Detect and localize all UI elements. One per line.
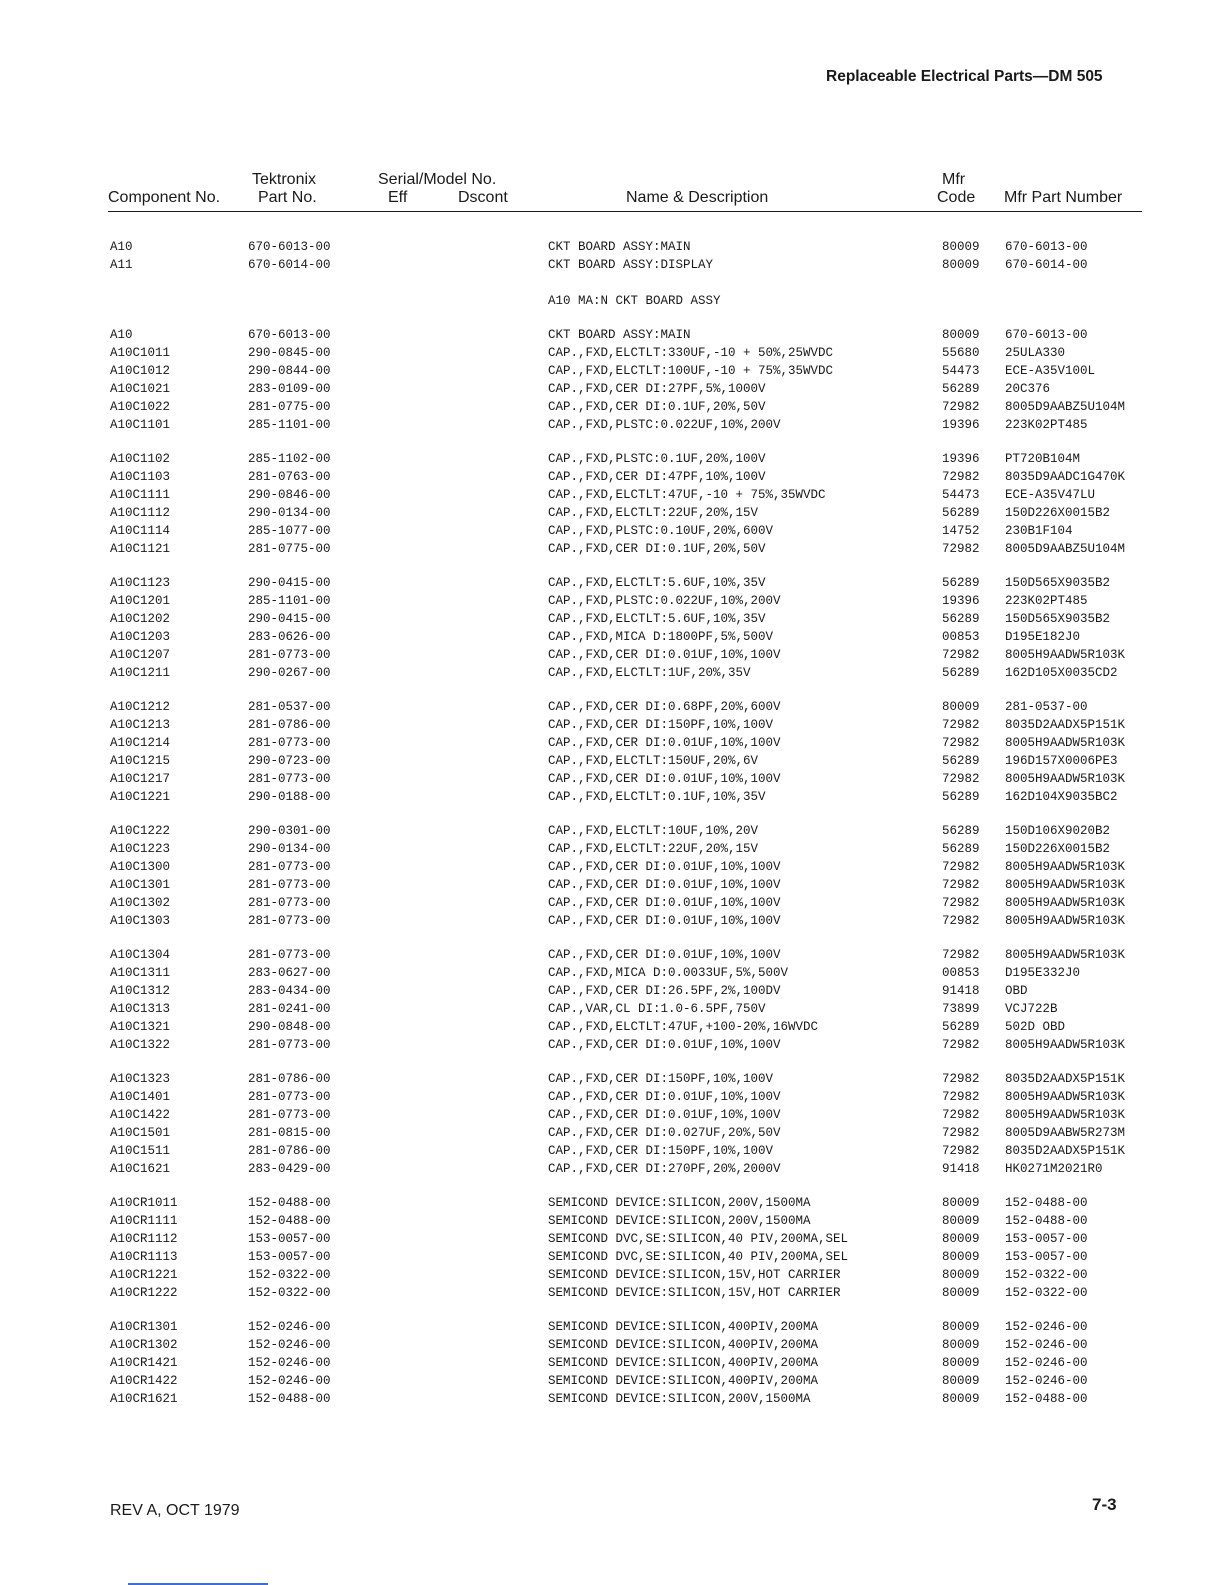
mfr-code: 14752	[942, 524, 980, 538]
tektronix-part-no: 281-0773-00	[248, 896, 331, 910]
component-no: A10C1123	[110, 576, 171, 590]
name-description: CAP.,FXD,ELCTLT:47UF,+100-20%,16WVDC	[548, 1020, 819, 1034]
name-description: CAP.,FXD,CER DI:150PF,10%,100V	[548, 718, 774, 732]
mfr-part-number: D195E182J0	[1005, 630, 1081, 644]
component-no: A10	[110, 240, 133, 254]
tektronix-part-no: 152-0322-00	[248, 1268, 331, 1282]
name-description: CAP.,FXD,ELCTLT:150UF,20%,6V	[548, 754, 759, 768]
component-no: A10CR1111	[110, 1214, 178, 1228]
mfr-part-number: 8035D9AADC1G470K	[1005, 470, 1126, 484]
tektronix-part-no: 290-0723-00	[248, 754, 331, 768]
mfr-part-number: 8005H9AADW5R103K	[1005, 772, 1126, 786]
name-description: CAP.,FXD,ELCTLT:330UF,-10 + 50%,25WVDC	[548, 346, 834, 360]
tektronix-part-no: 281-0763-00	[248, 470, 331, 484]
col-serial-model: Serial/Model No.	[378, 171, 497, 188]
mfr-code: 80009	[942, 240, 980, 254]
tektronix-part-no: 281-0773-00	[248, 948, 331, 962]
mfr-part-number: 8005H9AADW5R103K	[1005, 878, 1126, 892]
mfr-part-number: 670-6013-00	[1005, 240, 1088, 254]
mfr-code: 72982	[942, 860, 980, 874]
tektronix-part-no: 290-0134-00	[248, 506, 331, 520]
mfr-code: 72982	[942, 1090, 980, 1104]
component-no: A10C1422	[110, 1108, 171, 1122]
name-description: CAP.,FXD,ELCTLT:0.1UF,10%,35V	[548, 790, 766, 804]
mfr-code: 72982	[942, 736, 980, 750]
mfr-code: 80009	[942, 1250, 980, 1264]
component-no: A10C1011	[110, 346, 171, 360]
tektronix-part-no: 281-0773-00	[248, 860, 331, 874]
mfr-part-number: 8005H9AADW5R103K	[1005, 1090, 1126, 1104]
mfr-part-number: OBD	[1005, 984, 1028, 998]
mfr-code: 72982	[942, 470, 980, 484]
tektronix-part-no: 285-1077-00	[248, 524, 331, 538]
mfr-code: 80009	[942, 1320, 980, 1334]
tektronix-part-no: 281-0786-00	[248, 1072, 331, 1086]
mfr-code: 72982	[942, 1126, 980, 1140]
mfr-part-number: 223K02PT485	[1005, 594, 1088, 608]
tektronix-part-no: 281-0815-00	[248, 1126, 331, 1140]
mfr-part-number: 8035D2AADX5P151K	[1005, 1144, 1126, 1158]
tektronix-part-no: 290-0188-00	[248, 790, 331, 804]
tektronix-part-no: 283-0627-00	[248, 966, 331, 980]
tektronix-part-no: 281-0786-00	[248, 1144, 331, 1158]
mfr-part-number: 152-0488-00	[1005, 1214, 1088, 1228]
mfr-part-number: 670-6013-00	[1005, 328, 1088, 342]
component-no: A10C1102	[110, 452, 171, 466]
mfr-part-number: PT720B104M	[1005, 452, 1081, 466]
col-mfr-code: Code	[937, 189, 976, 206]
name-description: SEMICOND DEVICE:SILICON,15V,HOT CARRIER	[548, 1286, 841, 1300]
name-description: SEMICOND DEVICE:SILICON,15V,HOT CARRIER	[548, 1268, 841, 1282]
name-description: SEMICOND DVC,SE:SILICON,40 PIV,200MA,SEL	[548, 1232, 849, 1246]
mfr-code: 54473	[942, 488, 980, 502]
name-description: CAP.,FXD,PLSTC:0.10UF,20%,600V	[548, 524, 774, 538]
component-no: A10C1207	[110, 648, 171, 662]
component-no: A10C1323	[110, 1072, 171, 1086]
col-part-no: Part No.	[258, 189, 317, 206]
component-no: A10CR1011	[110, 1196, 178, 1210]
col-mfr-part-number: Mfr Part Number	[1004, 189, 1123, 206]
mfr-part-number: 152-0246-00	[1005, 1356, 1088, 1370]
mfr-code: 72982	[942, 896, 980, 910]
tektronix-part-no: 290-0846-00	[248, 488, 331, 502]
mfr-part-number: ECE-A35V47LU	[1005, 488, 1096, 502]
mfr-part-number: ECE-A35V100L	[1005, 364, 1096, 378]
name-description: CAP.,FXD,ELCTLT:5.6UF,10%,35V	[548, 612, 766, 626]
tektronix-part-no: 281-0773-00	[248, 1038, 331, 1052]
component-no: A10C1222	[110, 824, 171, 838]
tektronix-part-no: 281-0773-00	[248, 772, 331, 786]
mfr-code: 56289	[942, 576, 980, 590]
component-no: A10CR1302	[110, 1338, 178, 1352]
component-no: A10	[110, 328, 133, 342]
tektronix-part-no: 670-6014-00	[248, 258, 331, 272]
tektronix-part-no: 153-0057-00	[248, 1250, 331, 1264]
tektronix-part-no: 152-0322-00	[248, 1286, 331, 1300]
name-description: SEMICOND DEVICE:SILICON,400PIV,200MA	[548, 1356, 819, 1370]
name-description: SEMICOND DEVICE:SILICON,400PIV,200MA	[548, 1320, 819, 1334]
tektronix-part-no: 290-0134-00	[248, 842, 331, 856]
mfr-part-number: 8005H9AADW5R103K	[1005, 1038, 1126, 1052]
name-description: CAP.,FXD,ELCTLT:47UF,-10 + 75%,35WVDC	[548, 488, 826, 502]
component-no: A10C1111	[110, 488, 171, 502]
mfr-code: 80009	[942, 1268, 980, 1282]
component-no: A10C1217	[110, 772, 171, 786]
name-description: CAP.,FXD,ELCTLT:22UF,20%,15V	[548, 842, 759, 856]
page-header-title: Replaceable Electrical Parts—DM 505	[826, 68, 1103, 85]
name-description: SEMICOND DEVICE:SILICON,200V,1500MA	[548, 1196, 811, 1210]
component-no: A10C1321	[110, 1020, 171, 1034]
mfr-code: 19396	[942, 594, 980, 608]
name-description: CAP.,FXD,CER DI:0.68PF,20%,600V	[548, 700, 781, 714]
component-no: A10C1221	[110, 790, 171, 804]
mfr-code: 55680	[942, 346, 980, 360]
tektronix-part-no: 283-0109-00	[248, 382, 331, 396]
mfr-part-number: 153-0057-00	[1005, 1250, 1088, 1264]
name-description: CAP.,FXD,MICA D:0.0033UF,5%,500V	[548, 966, 789, 980]
col-tektronix: Tektronix	[252, 171, 317, 188]
name-description: CAP.,FXD,CER DI:0.01UF,10%,100V	[548, 948, 781, 962]
tektronix-part-no: 290-0844-00	[248, 364, 331, 378]
name-description: CAP.,FXD,CER DI:0.01UF,10%,100V	[548, 878, 781, 892]
tektronix-part-no: 285-1101-00	[248, 418, 331, 432]
tektronix-part-no: 281-0773-00	[248, 1090, 331, 1104]
mfr-code: 72982	[942, 1108, 980, 1122]
mfr-part-number: 152-0488-00	[1005, 1196, 1088, 1210]
component-no: A10C1021	[110, 382, 171, 396]
mfr-part-number: 196D157X0006PE3	[1005, 754, 1118, 768]
tektronix-part-no: 152-0488-00	[248, 1214, 331, 1228]
tektronix-part-no: 670-6013-00	[248, 240, 331, 254]
name-description: CAP.,FXD,ELCTLT:1UF,20%,35V	[548, 666, 751, 680]
component-no: A10C1301	[110, 878, 171, 892]
name-description: CAP.,VAR,CL DI:1.0-6.5PF,750V	[548, 1002, 766, 1016]
name-description: CAP.,FXD,CER DI:0.01UF,10%,100V	[548, 1108, 781, 1122]
mfr-part-number: 8005H9AADW5R103K	[1005, 914, 1126, 928]
tektronix-part-no: 152-0246-00	[248, 1374, 331, 1388]
name-description: CAP.,FXD,CER DI:0.01UF,10%,100V	[548, 772, 781, 786]
mfr-code: 72982	[942, 718, 980, 732]
component-no: A10C1213	[110, 718, 171, 732]
name-description: CAP.,FXD,CER DI:0.027UF,20%,50V	[548, 1126, 781, 1140]
mfr-part-number: 152-0322-00	[1005, 1286, 1088, 1300]
mfr-code: 80009	[942, 1374, 980, 1388]
mfr-code: 19396	[942, 452, 980, 466]
component-no: A10C1012	[110, 364, 171, 378]
mfr-code: 80009	[942, 1196, 980, 1210]
mfr-part-number: 8005D9AABZ5U104M	[1005, 400, 1126, 414]
tektronix-part-no: 281-0773-00	[248, 648, 331, 662]
name-description: CKT BOARD ASSY:DISPLAY	[548, 258, 714, 272]
mfr-part-number: 8005H9AADW5R103K	[1005, 1108, 1126, 1122]
mfr-code: 72982	[942, 914, 980, 928]
component-no: A10C1302	[110, 896, 171, 910]
tektronix-part-no: 152-0488-00	[248, 1196, 331, 1210]
component-no: A10CR1301	[110, 1320, 178, 1334]
component-no: A10C1121	[110, 542, 171, 556]
tektronix-part-no: 281-0773-00	[248, 914, 331, 928]
tektronix-part-no: 283-0434-00	[248, 984, 331, 998]
component-no: A10C1223	[110, 842, 171, 856]
name-description: CAP.,FXD,CER DI:0.01UF,10%,100V	[548, 648, 781, 662]
mfr-code: 56289	[942, 842, 980, 856]
component-no: A10C1114	[110, 524, 171, 538]
mfr-code: 56289	[942, 824, 980, 838]
name-description: CAP.,FXD,CER DI:0.01UF,10%,100V	[548, 1038, 781, 1052]
component-no: A10C1212	[110, 700, 171, 714]
tektronix-part-no: 281-0241-00	[248, 1002, 331, 1016]
mfr-part-number: 152-0246-00	[1005, 1374, 1088, 1388]
component-no: A10C1501	[110, 1126, 171, 1140]
component-no: A10CR1621	[110, 1392, 178, 1406]
name-description: CAP.,FXD,PLSTC:0.022UF,10%,200V	[548, 594, 781, 608]
header-rule	[108, 211, 1142, 212]
mfr-part-number: 8035D2AADX5P151K	[1005, 718, 1126, 732]
name-description: CAP.,FXD,CER DI:0.1UF,20%,50V	[548, 400, 766, 414]
mfr-code: 80009	[942, 1214, 980, 1228]
mfr-part-number: 152-0246-00	[1005, 1338, 1088, 1352]
mfr-code: 72982	[942, 400, 980, 414]
mfr-part-number: 152-0246-00	[1005, 1320, 1088, 1334]
mfr-code: 91418	[942, 1162, 980, 1176]
name-description: CAP.,FXD,PLSTC:0.1UF,20%,100V	[548, 452, 766, 466]
mfr-part-number: 150D565X9035B2	[1005, 612, 1111, 626]
tektronix-part-no: 152-0246-00	[248, 1356, 331, 1370]
mfr-code: 72982	[942, 1038, 980, 1052]
name-description: CAP.,FXD,MICA D:1800PF,5%,500V	[548, 630, 774, 644]
tektronix-part-no: 290-0845-00	[248, 346, 331, 360]
mfr-part-number: 150D226X0015B2	[1005, 842, 1111, 856]
mfr-part-number: 153-0057-00	[1005, 1232, 1088, 1246]
tektronix-part-no: 281-0773-00	[248, 878, 331, 892]
mfr-part-number: 8005D9AABZ5U104M	[1005, 542, 1126, 556]
tektronix-part-no: 283-0626-00	[248, 630, 331, 644]
name-description: SEMICOND DEVICE:SILICON,200V,1500MA	[548, 1392, 811, 1406]
mfr-part-number: 152-0322-00	[1005, 1268, 1088, 1282]
tektronix-part-no: 283-0429-00	[248, 1162, 331, 1176]
mfr-part-number: VCJ722B	[1005, 1002, 1058, 1016]
mfr-code: 00853	[942, 630, 980, 644]
tektronix-part-no: 290-0267-00	[248, 666, 331, 680]
component-no: A10CR1113	[110, 1250, 178, 1264]
tektronix-part-no: 285-1101-00	[248, 594, 331, 608]
component-no: A10C1203	[110, 630, 171, 644]
mfr-part-number: 25ULA330	[1005, 346, 1066, 360]
col-name-description: Name & Description	[626, 189, 769, 206]
mfr-code: 80009	[942, 258, 980, 272]
component-no: A10C1303	[110, 914, 171, 928]
name-description: CAP.,FXD,CER DI:0.01UF,10%,100V	[548, 914, 781, 928]
tektronix-part-no: 152-0488-00	[248, 1392, 331, 1406]
mfr-code: 56289	[942, 754, 980, 768]
name-description: CAP.,FXD,PLSTC:0.022UF,10%,200V	[548, 418, 781, 432]
component-no: A10C1202	[110, 612, 171, 626]
mfr-part-number: 20C376	[1005, 382, 1051, 396]
mfr-part-number: 8005H9AADW5R103K	[1005, 860, 1126, 874]
mfr-part-number: 230B1F104	[1005, 524, 1073, 538]
mfr-part-number: 670-6014-00	[1005, 258, 1088, 272]
col-eff: Eff	[388, 189, 408, 206]
section-title: A10 MA:N CKT BOARD ASSY	[548, 294, 721, 308]
component-no: A10C1214	[110, 736, 171, 750]
mfr-part-number: 281-0537-00	[1005, 700, 1088, 714]
tektronix-part-no: 290-0415-00	[248, 576, 331, 590]
tektronix-part-no: 281-0775-00	[248, 542, 331, 556]
name-description: SEMICOND DEVICE:SILICON,400PIV,200MA	[548, 1374, 819, 1388]
mfr-code: 72982	[942, 1144, 980, 1158]
col-mfr: Mfr	[942, 171, 966, 188]
name-description: CAP.,FXD,CER DI:270PF,20%,2000V	[548, 1162, 781, 1176]
tektronix-part-no: 281-0786-00	[248, 718, 331, 732]
mfr-code: 73899	[942, 1002, 980, 1016]
tektronix-part-no: 290-0301-00	[248, 824, 331, 838]
component-no: A10C1312	[110, 984, 171, 998]
mfr-part-number: 502D OBD	[1005, 1020, 1066, 1034]
mfr-part-number: 8005H9AADW5R103K	[1005, 736, 1126, 750]
component-no: A10CR1222	[110, 1286, 178, 1300]
component-no: A10C1401	[110, 1090, 171, 1104]
tektronix-part-no: 152-0246-00	[248, 1338, 331, 1352]
name-description: CAP.,FXD,CER DI:0.01UF,10%,100V	[548, 860, 781, 874]
page-number: 7-3	[1092, 1495, 1117, 1514]
mfr-code: 80009	[942, 1338, 980, 1352]
mfr-part-number: 8035D2AADX5P151K	[1005, 1072, 1126, 1086]
mfr-code: 80009	[942, 1392, 980, 1406]
name-description: CAP.,FXD,ELCTLT:5.6UF,10%,35V	[548, 576, 766, 590]
mfr-code: 56289	[942, 612, 980, 626]
name-description: SEMICOND DEVICE:SILICON,400PIV,200MA	[548, 1338, 819, 1352]
component-no: A10C1022	[110, 400, 171, 414]
tektronix-part-no: 281-0773-00	[248, 736, 331, 750]
mfr-part-number: D195E332J0	[1005, 966, 1081, 980]
component-no: A10C1511	[110, 1144, 171, 1158]
mfr-code: 56289	[942, 666, 980, 680]
mfr-part-number: 8005D9AABW5R273M	[1005, 1126, 1126, 1140]
component-no: A10CR1221	[110, 1268, 178, 1282]
component-no: A10C1304	[110, 948, 171, 962]
component-no: A10C1112	[110, 506, 171, 520]
component-no: A10C1300	[110, 860, 171, 874]
component-no: A10C1215	[110, 754, 171, 768]
name-description: CAP.,FXD,CER DI:47PF,10%,100V	[548, 470, 766, 484]
tektronix-part-no: 285-1102-00	[248, 452, 331, 466]
tektronix-part-no: 281-0537-00	[248, 700, 331, 714]
mfr-code: 56289	[942, 506, 980, 520]
component-no: A10CR1421	[110, 1356, 178, 1370]
component-no: A11	[110, 258, 133, 272]
component-no: A10CR1422	[110, 1374, 178, 1388]
mfr-code: 80009	[942, 700, 980, 714]
mfr-part-number: 223K02PT485	[1005, 418, 1088, 432]
component-no: A10C1103	[110, 470, 171, 484]
name-description: SEMICOND DVC,SE:SILICON,40 PIV,200MA,SEL	[548, 1250, 849, 1264]
mfr-code: 72982	[942, 1072, 980, 1086]
component-no: A10C1322	[110, 1038, 171, 1052]
name-description: SEMICOND DEVICE:SILICON,200V,1500MA	[548, 1214, 811, 1228]
component-no: A10C1621	[110, 1162, 171, 1176]
mfr-code: 72982	[942, 542, 980, 556]
mfr-code: 19396	[942, 418, 980, 432]
name-description: CAP.,FXD,CER DI:0.01UF,10%,100V	[548, 896, 781, 910]
name-description: CAP.,FXD,CER DI:0.1UF,20%,50V	[548, 542, 766, 556]
mfr-code: 80009	[942, 1356, 980, 1370]
name-description: CAP.,FXD,CER DI:150PF,10%,100V	[548, 1072, 774, 1086]
col-dscont: Dscont	[458, 189, 508, 206]
name-description: CAP.,FXD,ELCTLT:22UF,20%,15V	[548, 506, 759, 520]
tektronix-part-no: 281-0775-00	[248, 400, 331, 414]
mfr-code: 72982	[942, 878, 980, 892]
mfr-code: 54473	[942, 364, 980, 378]
mfr-code: 80009	[942, 328, 980, 342]
component-no: A10C1313	[110, 1002, 171, 1016]
tektronix-part-no: 290-0415-00	[248, 612, 331, 626]
name-description: CAP.,FXD,CER DI:150PF,10%,100V	[548, 1144, 774, 1158]
mfr-part-number: 8005H9AADW5R103K	[1005, 948, 1126, 962]
tektronix-part-no: 670-6013-00	[248, 328, 331, 342]
name-description: CAP.,FXD,CER DI:26.5PF,2%,100DV	[548, 984, 781, 998]
mfr-part-number: 162D105X0035CD2	[1005, 666, 1118, 680]
tektronix-part-no: 152-0246-00	[248, 1320, 331, 1334]
mfr-part-number: 8005H9AADW5R103K	[1005, 648, 1126, 662]
tektronix-part-no: 153-0057-00	[248, 1232, 331, 1246]
component-no: A10C1101	[110, 418, 171, 432]
name-description: CAP.,FXD,ELCTLT:10UF,10%,20V	[548, 824, 759, 838]
name-description: CAP.,FXD,CER DI:0.01UF,10%,100V	[548, 1090, 781, 1104]
name-description: CAP.,FXD,CER DI:0.01UF,10%,100V	[548, 736, 781, 750]
mfr-part-number: 150D106X9020B2	[1005, 824, 1111, 838]
mfr-code: 00853	[942, 966, 980, 980]
col-component: Component No.	[108, 189, 221, 206]
revision-label: REV A, OCT 1979	[110, 1502, 240, 1519]
mfr-code: 72982	[942, 648, 980, 662]
mfr-code: 91418	[942, 984, 980, 998]
mfr-part-number: HK0271M2021R0	[1005, 1162, 1103, 1176]
mfr-part-number: 8005H9AADW5R103K	[1005, 896, 1126, 910]
component-no: A10C1201	[110, 594, 171, 608]
mfr-code: 56289	[942, 1020, 980, 1034]
mfr-code: 56289	[942, 790, 980, 804]
mfr-code: 80009	[942, 1286, 980, 1300]
mfr-code: 72982	[942, 772, 980, 786]
mfr-part-number: 162D104X9035BC2	[1005, 790, 1118, 804]
mfr-part-number: 150D565X9035B2	[1005, 576, 1111, 590]
name-description: CAP.,FXD,CER DI:27PF,5%,1000V	[548, 382, 766, 396]
component-no: A10CR1112	[110, 1232, 178, 1246]
mfr-part-number: 150D226X0015B2	[1005, 506, 1111, 520]
component-no: A10C1211	[110, 666, 171, 680]
tektronix-part-no: 281-0773-00	[248, 1108, 331, 1122]
name-description: CKT BOARD ASSY:MAIN	[548, 240, 691, 254]
mfr-part-number: 152-0488-00	[1005, 1392, 1088, 1406]
name-description: CAP.,FXD,ELCTLT:100UF,-10 + 75%,35WVDC	[548, 364, 834, 378]
mfr-code: 80009	[942, 1232, 980, 1246]
mfr-code: 72982	[942, 948, 980, 962]
component-no: A10C1311	[110, 966, 171, 980]
tektronix-part-no: 290-0848-00	[248, 1020, 331, 1034]
name-description: CKT BOARD ASSY:MAIN	[548, 328, 691, 342]
mfr-code: 56289	[942, 382, 980, 396]
